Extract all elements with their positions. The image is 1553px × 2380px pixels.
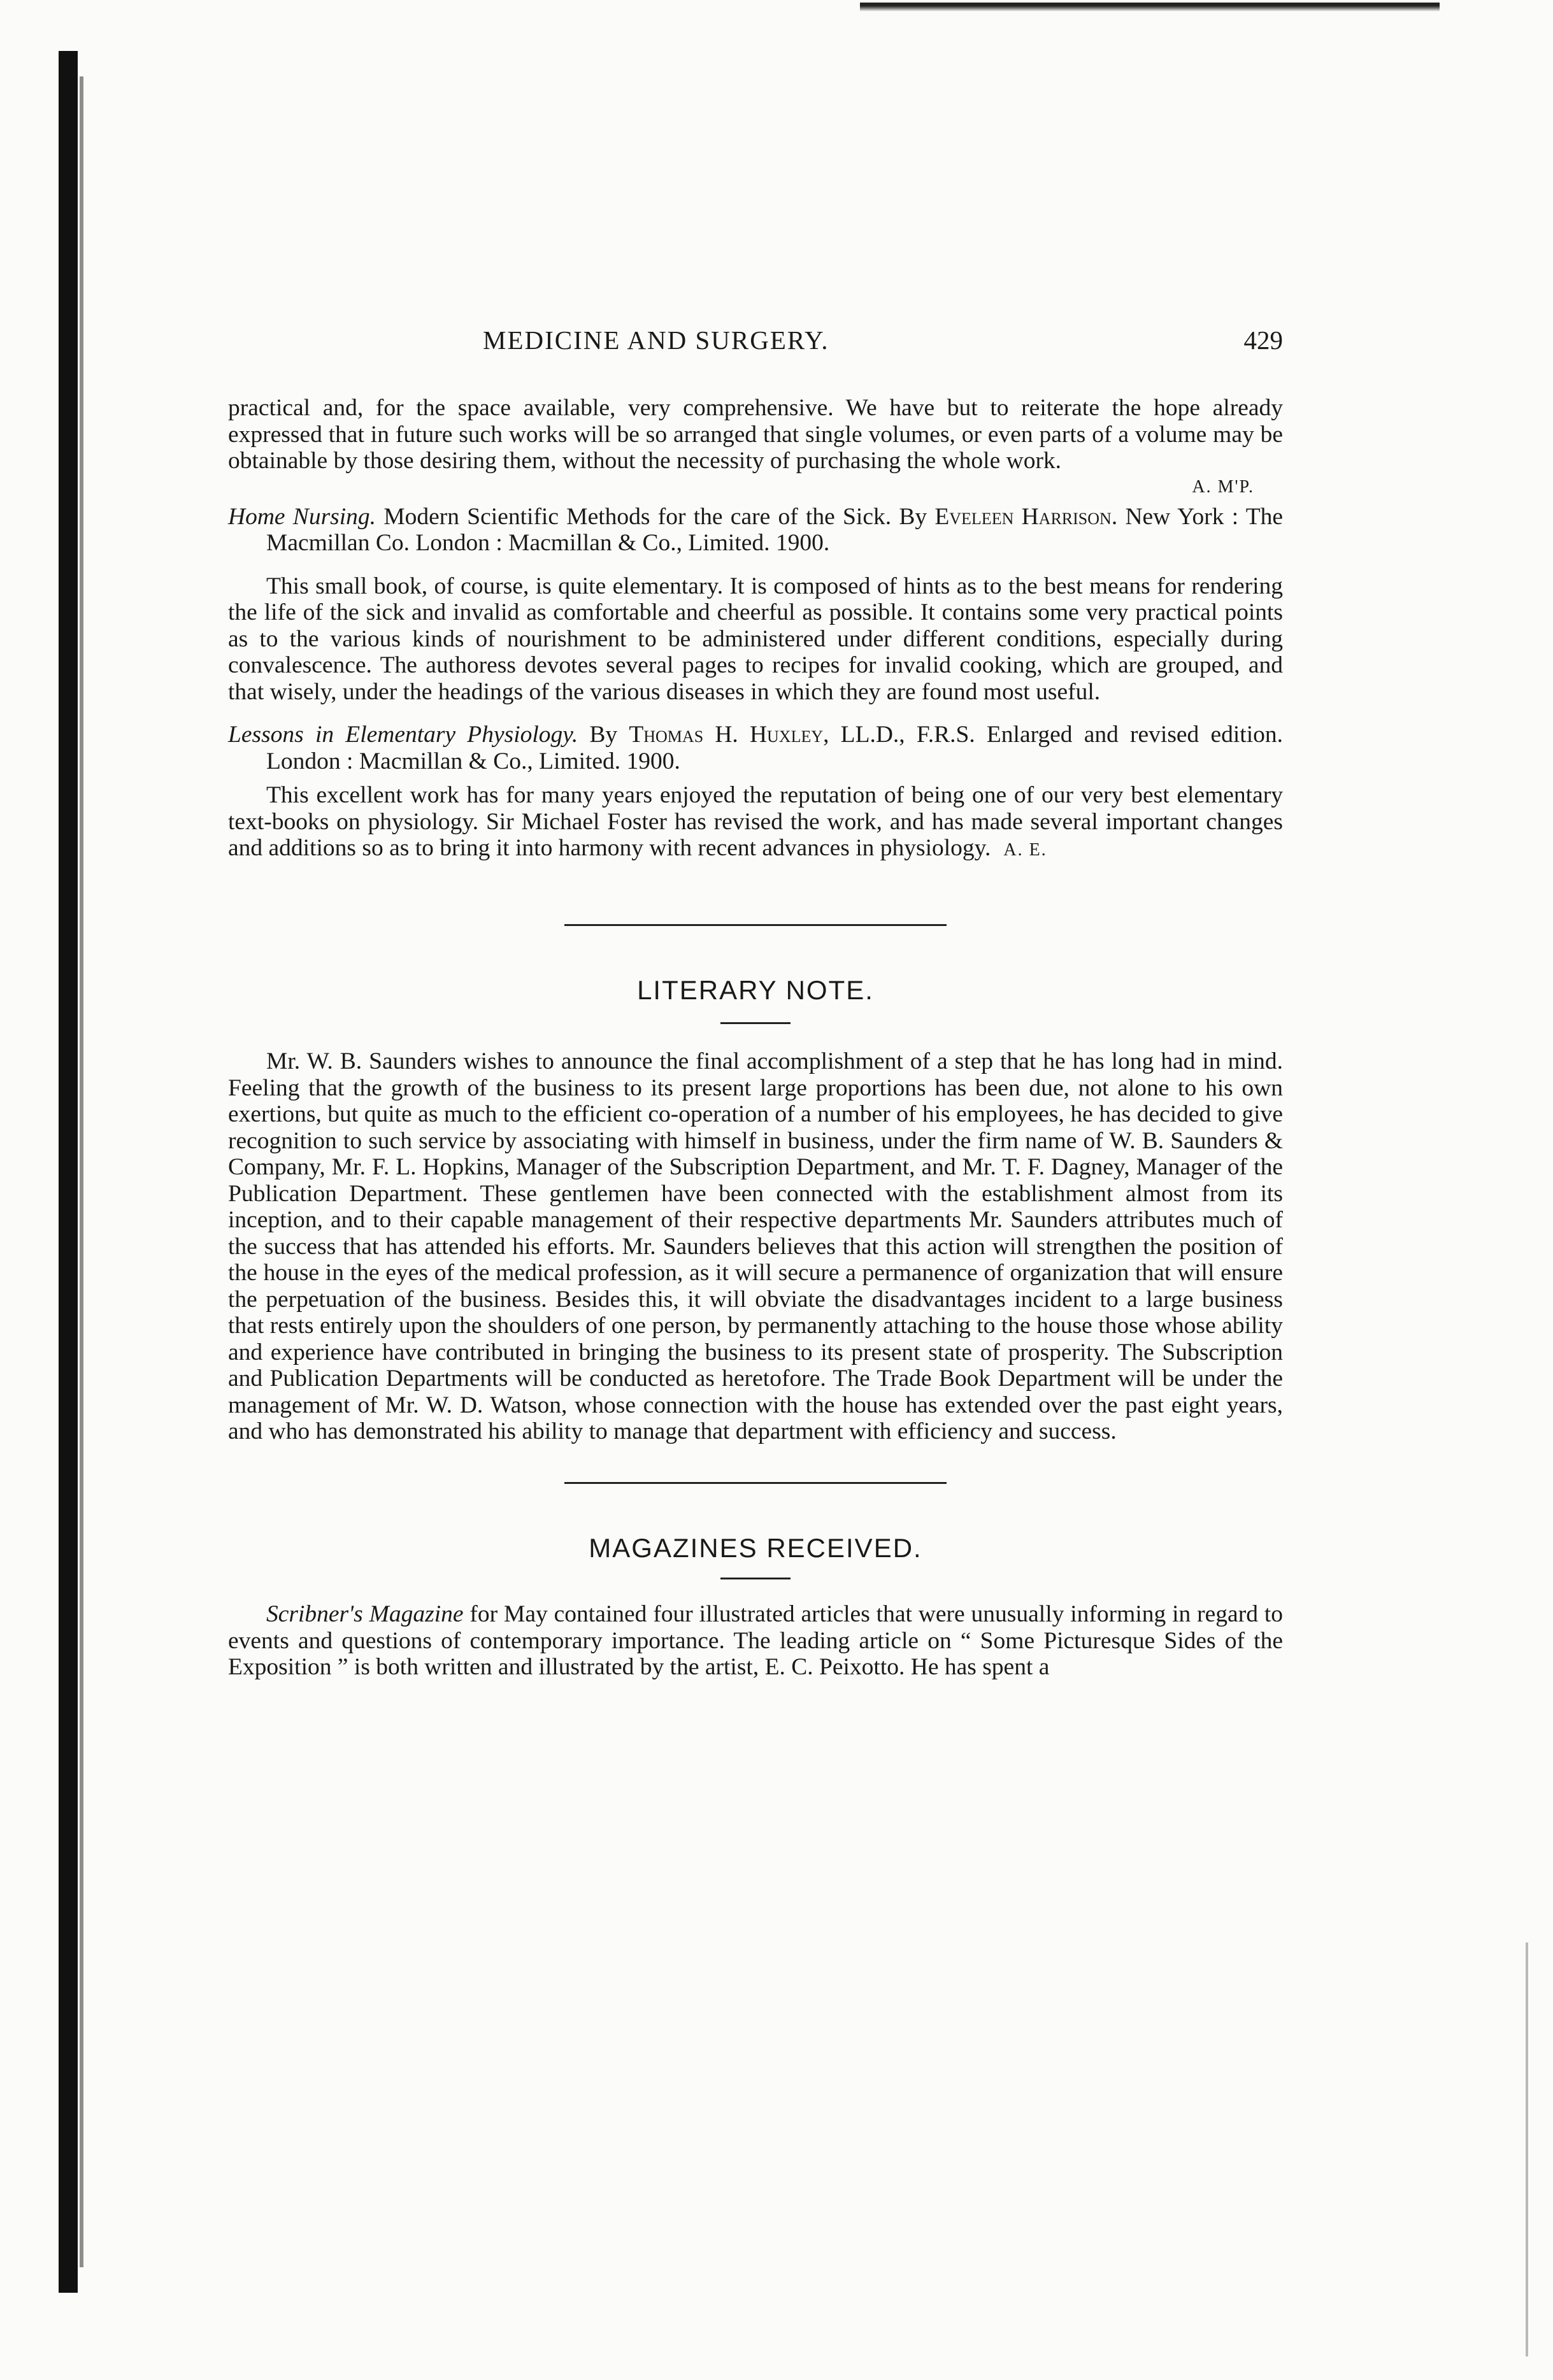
intro-signature: A. M'P.	[1192, 476, 1254, 497]
intro-paragraph: practical and, for the space available, very comprehensive. We have but to reiterate the hope already expressed that in future such works will be so arranged that single volumes, or even parts of a volume may be obtainable by those desiring them, without the necessity of purchasing the whole work.	[228, 395, 1283, 474]
magazines-body	[228, 1601, 1283, 1681]
scan-left-binding-shadow-inner	[80, 76, 83, 2267]
scan-top-rule	[860, 3, 1440, 11]
book-title: Lessons in Elementary Physiology.	[228, 722, 578, 748]
heading-underline	[720, 1022, 791, 1024]
book-publisher: . New York : The Macmillan Co. London : Macmillan & Co., Limited. 1900.	[266, 503, 1283, 556]
magazine-name: Scribner's Magazine	[266, 1601, 464, 1627]
magazines-text: for May contained four illustrated articles that were unusually informing in regard to events and questions of contemporary importance. The leading article on “ Some Picturesque Sides of the Exposition ” is both written and illustrated by the artist, E. C. Peixotto. He has spent a	[228, 1601, 1283, 1680]
page-number: 429	[1243, 325, 1283, 355]
review-physiology-body	[228, 782, 1283, 864]
book-author: Thomas H. Huxley	[629, 722, 824, 748]
running-head-title: MEDICINE AND SURGERY.	[483, 325, 829, 355]
review-home-nursing-body: This small book, of course, is quite elementary. It is composed of hints as to the best means for rendering the life of the sick and invalid as comfortable and cheerful as possible. It contains some very practical points as to the various kinds of nourishment to be administered under different conditions, especially during convalescence. The authoress devotes several pages to recipes for invalid cooking, which are grouped, and that wisely, under the headings of the various diseases in which they are found most useful.	[228, 573, 1283, 705]
page	[228, 325, 1283, 1681]
literary-note-body: Mr. W. B. Saunders wishes to announce the final accomplishment of a step that he has long had in mind. Feeling that the growth of the business to its present large proportions has been due, not alone to his own exertions, but quite as much to the efficient co-operation of a number of his employees, he has decided to give recognition to such service by associating with himself in business, under the firm name of W. B. Saunders & Company, Mr. F. L. Hopkins, Manager of the Subscription Department, and Mr. T. F. Dagney, Manager of the Publication Department. These gentlemen have been connected with the establishment almost from its inception, and to their capable management of their respective departments Mr. Saunders attributes much of the success that has attended his efforts. Mr. Saunders believes that this action will strengthen the position of the house in the eyes of the medical profession, as it will secure a permanence of organization that will ensure the perpetuation of the business. Besides this, it will obviate the disadvantages incident to a large business that rests entirely upon the shoulders of one person, by permanently attaching to the house those whose ability and experience have contributed in bringing the business to its present state of prosperity. The Subscription and Publication Departments will be conducted as heretofore. The Trade Book Department will be under the management of Mr. W. D. Watson, whose connection with the house has extended over the past eight years, and who has demonstrated his ability to manage that department with efficiency and success.	[228, 1048, 1283, 1444]
book-author: Eveleen Harrison	[934, 503, 1112, 530]
book-title: Home Nursing.	[228, 503, 376, 530]
scan-left-binding-shadow	[59, 51, 78, 2293]
book-subtitle: Modern Scientific Methods for the care of the Sick. By	[376, 503, 935, 530]
literary-note-heading: LITERARY NOTE.	[637, 974, 874, 1005]
book-by: By	[578, 722, 629, 748]
magazines-heading: MAGAZINES RECEIVED.	[589, 1532, 922, 1563]
review-physiology-heading	[228, 722, 1283, 774]
book-publisher: , LL.D., F.R.S. Enlarged and revised edition. London : Macmillan & Co., Limited. 1900.	[266, 722, 1283, 774]
heading-underline	[720, 1578, 791, 1579]
review-physiology-text: This excellent work has for many years enjoyed the reputation of being one of our very best elementary text-books on physiology. Sir Michael Foster has revised the work, and has made several important changes and additions so as to bring it into harmony with recent advances in physiology.	[228, 782, 1283, 861]
scan-right-edge	[1526, 1942, 1528, 2356]
review-physiology-signature: A. E.	[1003, 840, 1047, 860]
review-home-nursing-heading	[228, 504, 1283, 557]
running-head	[228, 325, 1283, 369]
